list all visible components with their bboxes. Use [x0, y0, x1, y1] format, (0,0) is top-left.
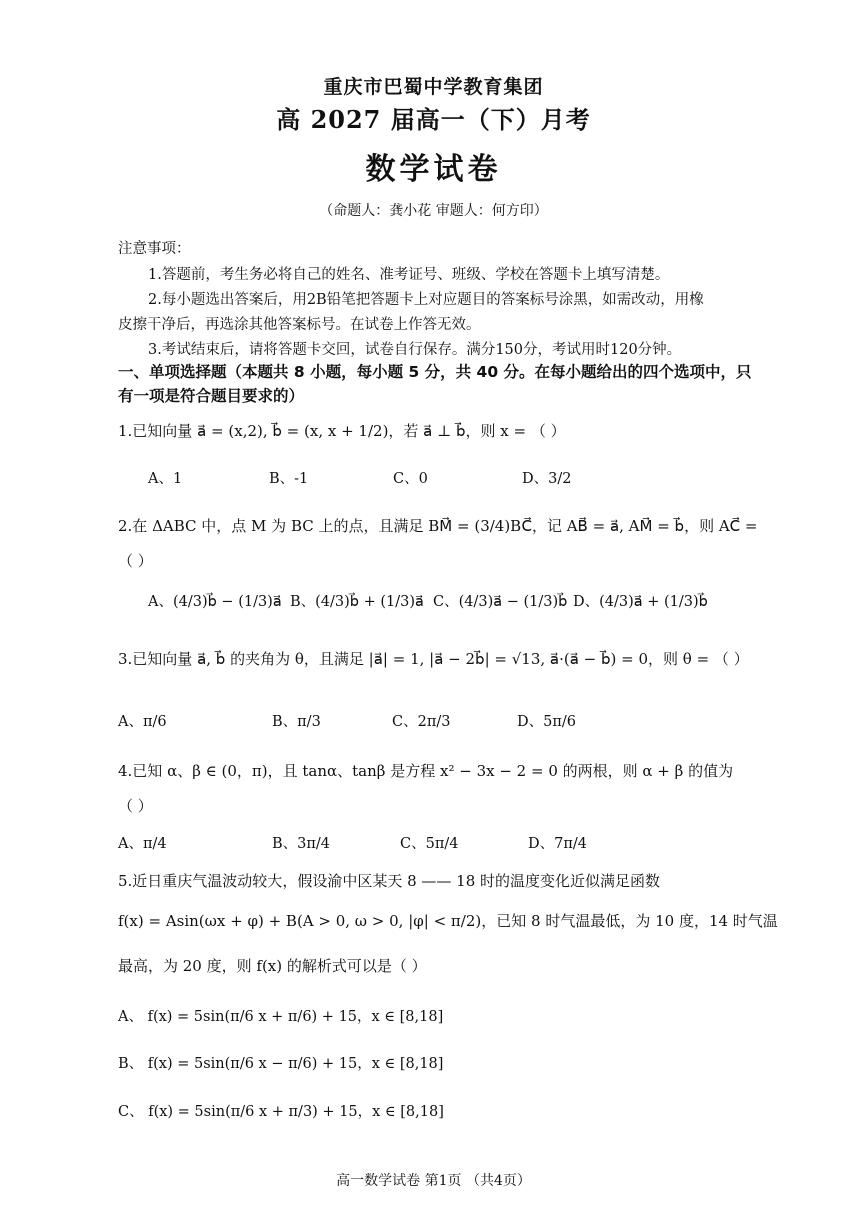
question-4-stem: 4.已知 α、β ∈ (0，π)，且 tanα、tanβ 是方程 x² − 3x − 2 = 0 的两根，则 α + β 的值为: [118, 762, 734, 780]
page-footer: 高一数学试卷 第1页 （共4页）: [336, 1173, 531, 1189]
notice-item-2-cont: 皮擦干净后，再选涂其他答案标号。在试卷上作答无效。: [118, 317, 481, 333]
question-2-stem: 2.在 ΔABC 中，点 M 为 BC 上的点，且满足 BM⃗ = (3/4)BC⃗，记 AB⃗ = a⃗, AM⃗ = b⃗，则 AC⃗ =: [118, 517, 758, 535]
question-2-option-c: C、(4/3)a⃗ − (1/3)b⃗: [433, 594, 568, 610]
question-5-stem-line1: 5.近日重庆气温波动较大，假设渝中区某天 8 —— 18 时的温度变化近似满足函数: [118, 872, 661, 890]
question-4-option-c: C、5π/4: [400, 836, 459, 852]
question-4-option-b: B、3π/4: [272, 836, 331, 852]
subject-title: 数学试卷: [365, 152, 502, 187]
question-5-option-a: A、 f(x) = 5sin(π/6 x + π/6) + 15，x ∈ [8,18]: [118, 1009, 444, 1025]
question-3-stem: 3.已知向量 a⃗, b⃗ 的夹角为 θ，且满足 |a⃗| = 1, |a⃗ − 2b⃗| = √13, a⃗·(a⃗ − b⃗) = 0，则 θ = （ ）: [118, 650, 749, 668]
question-3-option-a: A、π/6: [118, 714, 167, 730]
section-heading-cont: 有一项是符合题目要求的）: [118, 387, 305, 405]
question-4-option-d: D、7π/4: [528, 836, 587, 852]
notice-item-1: 1.答题前，考生务必将自己的姓名、准考证号、班级、学校在答题卡上填写清楚。: [148, 267, 670, 283]
question-1-option-a: A、1: [148, 471, 183, 487]
question-4-option-a: A、π/4: [118, 836, 167, 852]
question-1-option-d: D、3/2: [522, 471, 572, 487]
question-2-blank: （ ）: [118, 552, 153, 570]
question-5-stem-line2: f(x) = Asin(ωx + φ) + B(A > 0, ω > 0, |φ| < π/2)，已知 8 时气温最低，为 10 度，14 时气温: [118, 912, 778, 930]
question-5-stem-line3: 最高，为 20 度，则 f(x) 的解析式可以是（ ）: [118, 957, 427, 975]
question-4-blank: （ ）: [118, 797, 153, 815]
question-3-option-c: C、2π/3: [392, 714, 451, 730]
authors-line: （命题人：龚小花 审题人：何方印）: [319, 203, 548, 219]
question-3-option-b: B、π/3: [272, 714, 321, 730]
question-2-option-d: D、(4/3)a⃗ + (1/3)b⃗: [573, 594, 708, 610]
notice-title: 注意事项：: [118, 241, 191, 257]
question-2-option-a: A、(4/3)b⃗ − (1/3)a⃗: [148, 594, 282, 610]
question-5-option-c: C、 f(x) = 5sin(π/6 x + π/3) + 15，x ∈ [8,18]: [118, 1104, 444, 1120]
question-3-option-d: D、5π/6: [517, 714, 576, 730]
question-5-option-b: B、 f(x) = 5sin(π/6 x − π/6) + 15，x ∈ [8,18]: [118, 1056, 444, 1072]
notice-item-2: 2.每小题选出答案后，用2B铅笔把答题卡上对应题目的答案标号涂黑，如需改动，用橡: [148, 292, 704, 308]
school-name: 重庆市巴蜀中学教育集团: [323, 76, 544, 98]
question-1-option-c: C、0: [393, 471, 428, 487]
exam-title: 高 2027 届高一（下）月考: [276, 105, 591, 134]
question-1-option-b: B、-1: [269, 471, 309, 487]
section-heading: 一、单项选择题（本题共 8 小题，每小题 5 分，共 40 分。在每小题给出的四个选项中，只: [118, 363, 752, 381]
question-2-option-b: B、(4/3)b⃗ + (1/3)a⃗: [290, 594, 424, 610]
question-1-stem: 1.已知向量 a⃗ = (x,2), b⃗ = (x, x + 1/2)，若 a⃗ ⊥ b⃗，则 x = （ ）: [118, 422, 566, 440]
notice-item-3: 3.考试结束后，请将答题卡交回，试卷自行保存。满分150分，考试用时120分钟。: [148, 342, 682, 358]
